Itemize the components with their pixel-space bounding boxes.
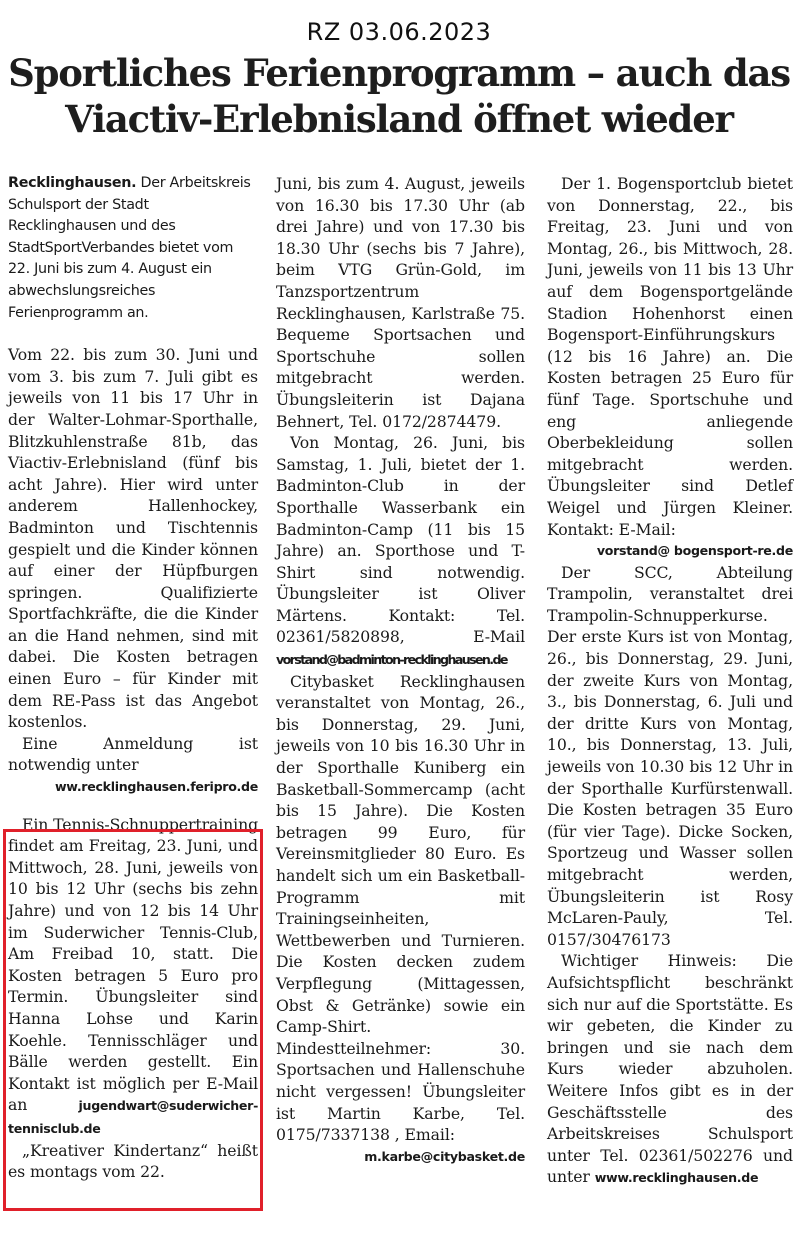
bogensport-email-link[interactable]: vorstand@ bogensport-re.de (596, 543, 793, 559)
feripro-link[interactable]: ww.recklinghausen.feripro.de (54, 779, 258, 795)
anmeldung-text: Eine Anmeldung ist notwendig unter (8, 733, 258, 775)
dateline: RZ 03.06.2023 (306, 18, 492, 46)
paragraph-kindertanz: „Kreativer Kindertanz“ heißt es montags vom 22. (8, 1140, 258, 1182)
paragraph-erlebnisland: Vom 22. bis zum 30. Juni und vom 3. bis zum 7. Juli gibt es jeweils von 11 bis 17 Uhr in der Walter-Lohmar-Sporthalle, Blitzkuhlenstraße 81b, das Viactiv-Erlebnisland (fünf bis acht Jahre). Hier wird unter anderem Hallenhockey, Badminton und Tischtennis gespielt und die Kinder können auf einer der Hüpfburgen springen. Qualifizierte Sportfachkräfte, die die Kinder an die Hand nehmen, sind mit dabei. Die Kosten betragen einen Euro – für Kinder mit dem RE-Pass ist das Angebot kostenlos. (8, 345, 258, 732)
basketball-text: Citybasket Recklinghausen veranstaltet von Montag, 26., bis Donnerstag, 29. Juni, jeweils von 10 bis 16.30 Uhr in der Sporthalle Kuniberg ein Basketball-Sommercamp (acht bis 15 Jahre). Die Kosten betragen 99 Euro, für Vereinsmitglieder 80 Euro. Es handelt sich um ein Basketball-Programm mit Trainingseinheiten, Wettbewerben und Turnieren. Die Kosten decken zudem Verpflegung (Mittagessen, Obst & Getränke) sowie ein Camp-Shirt. Mindestteilnehmer: 30. Sportsachen und Hallenschuhe nicht vergessen! Übungsleiter ist Martin Karbe, Tel. 0175/7337138 , Email: (276, 671, 525, 1145)
hinweis-text: Wichtiger Hinweis: Die Aufsichtspflicht beschränkt sich nur auf die Sportstätte. Es wir gebeten, die Kinder zu bringen und sie nach dem Kurs wieder abzuholen. Weitere Infos gibt es in der Geschäftsstelle des Arbeitskreises Schulsport unter Tel. 02361/502276 und unter (547, 951, 793, 1187)
lead-paragraph (8, 173, 258, 324)
article-column-3 (547, 173, 793, 1189)
paragraph-bogensport (547, 173, 793, 562)
tennis-email-link[interactable]: jugendwart@suderwicher-tennisclub.de (8, 1098, 258, 1136)
paragraph-trampolin: Der SCC, Abteilung Trampolin, veranstaltet drei Trampolin-Schnupperkurse. Der erste Kurs ist von Montag, 26., bis Donnerstag, 29. Juni, der zweite Kurs von Montag, 3., bis Donnerstag, 6. Juli und der dritte Kurs von Montag, 10., bis Donnerstag, 13. Juli, jeweils von 10.30 bis 12 Uhr in der Sporthalle Kurfürstenwall. Die Kosten betragen 35 Euro (für vier Tage). Dicke Socken, Sportzeug und Wasser sollen mitgebracht werden, Übungsleiterin ist Rosy McLaren-Pauly, Tel. 0157/30476173 (547, 562, 793, 949)
lead-text: Der Arbeitskreis Schulsport der Stadt Recklinghausen und des StadtSportVerbandes bietet vom 22. Juni bis zum 4. August ein abwechslungsreiches Ferienprogramm an. (8, 175, 251, 321)
paragraph-badminton (276, 432, 525, 671)
lead-city: Recklinghausen. (8, 175, 137, 191)
paragraph-basketball (276, 671, 525, 1168)
headline (0, 50, 798, 142)
tennis-text: Ein Tennis-Schnuppertraining findet am Freitag, 23. Juni, und Mittwoch, 28. Juni, jeweils von 10 bis 12 Uhr (sechs bis zehn Jahre) und von 12 bis 14 Uhr im Suderwicher Tennis-Club, Am Freibad 10, statt. Die Kosten betragen 5 Euro pro Termin. Übungsleiter sind Hanna Lohse und Karin Koehle. Tennisschläger und Bälle werden gestellt. Ein Kontakt ist möglich per E-Mail an (8, 814, 259, 1115)
headline-line-2: Viactiv-Erlebnisland öffnet wieder (65, 97, 733, 141)
highlight-box (3, 829, 263, 1211)
badminton-email-link[interactable]: vorstand@badminton-recklinghausen.de (276, 652, 507, 668)
paragraph-tanzsport: Juni, bis zum 4. August, jeweils von 16.30 bis 17.30 Uhr (ab drei Jahre) und von 17.30 bis 18.30 Uhr (sechs bis 7 Jahre), beim VTG Grün-Gold, im Tanzsportzentrum Recklinghausen, Karlstraße 75. Bequeme Sportsachen und Sportschuhe sollen mitgebracht werden. Übungsleiterin ist Dajana Behnert, Tel. 0172/2874479. (276, 174, 525, 431)
bogensport-text: Der 1. Bogensportclub bietet von Donnerstag, 22., bis Freitag, 23. Juni und von Montag, 26., bis Mittwoch, 28. Juni, jeweils von 11 bis 13 Uhr auf dem Bogensportgelände Stadion Hohenhorst einen Bogensport-Einführungskurs (12 bis 16 Jahre) an. Die Kosten betragen 25 Euro für fünf Tage. Sportschuhe und eng anliegende Oberbekleidung sollen mitgebracht werden. Übungsleiter sind Detlef Weigel und Jürgen Kleiner. Kontakt: E-Mail: (547, 174, 793, 539)
badminton-text: Von Montag, 26. Juni, bis Samstag, 1. Juli, bietet der 1. Badminton-Club in der Sporthalle Wasserbank ein Badminton-Camp (11 bis 15 Jahre) an. Sporthose und T-Shirt sind notwendig. Übungsleiter ist Oliver Märtens. Kontakt: Tel. 02361/5820898, E-Mail (276, 433, 525, 647)
paragraph-hinweis (547, 950, 793, 1189)
paragraph-anmeldung (8, 733, 258, 798)
citybasket-email-link[interactable]: m.karbe@citybasket.de (364, 1148, 525, 1164)
recklinghausen-link[interactable]: www.recklinghausen.de (594, 1170, 759, 1186)
headline-line-1: Sportliches Ferienprogramm – auch das (8, 51, 790, 95)
article-column-2 (276, 173, 525, 1167)
